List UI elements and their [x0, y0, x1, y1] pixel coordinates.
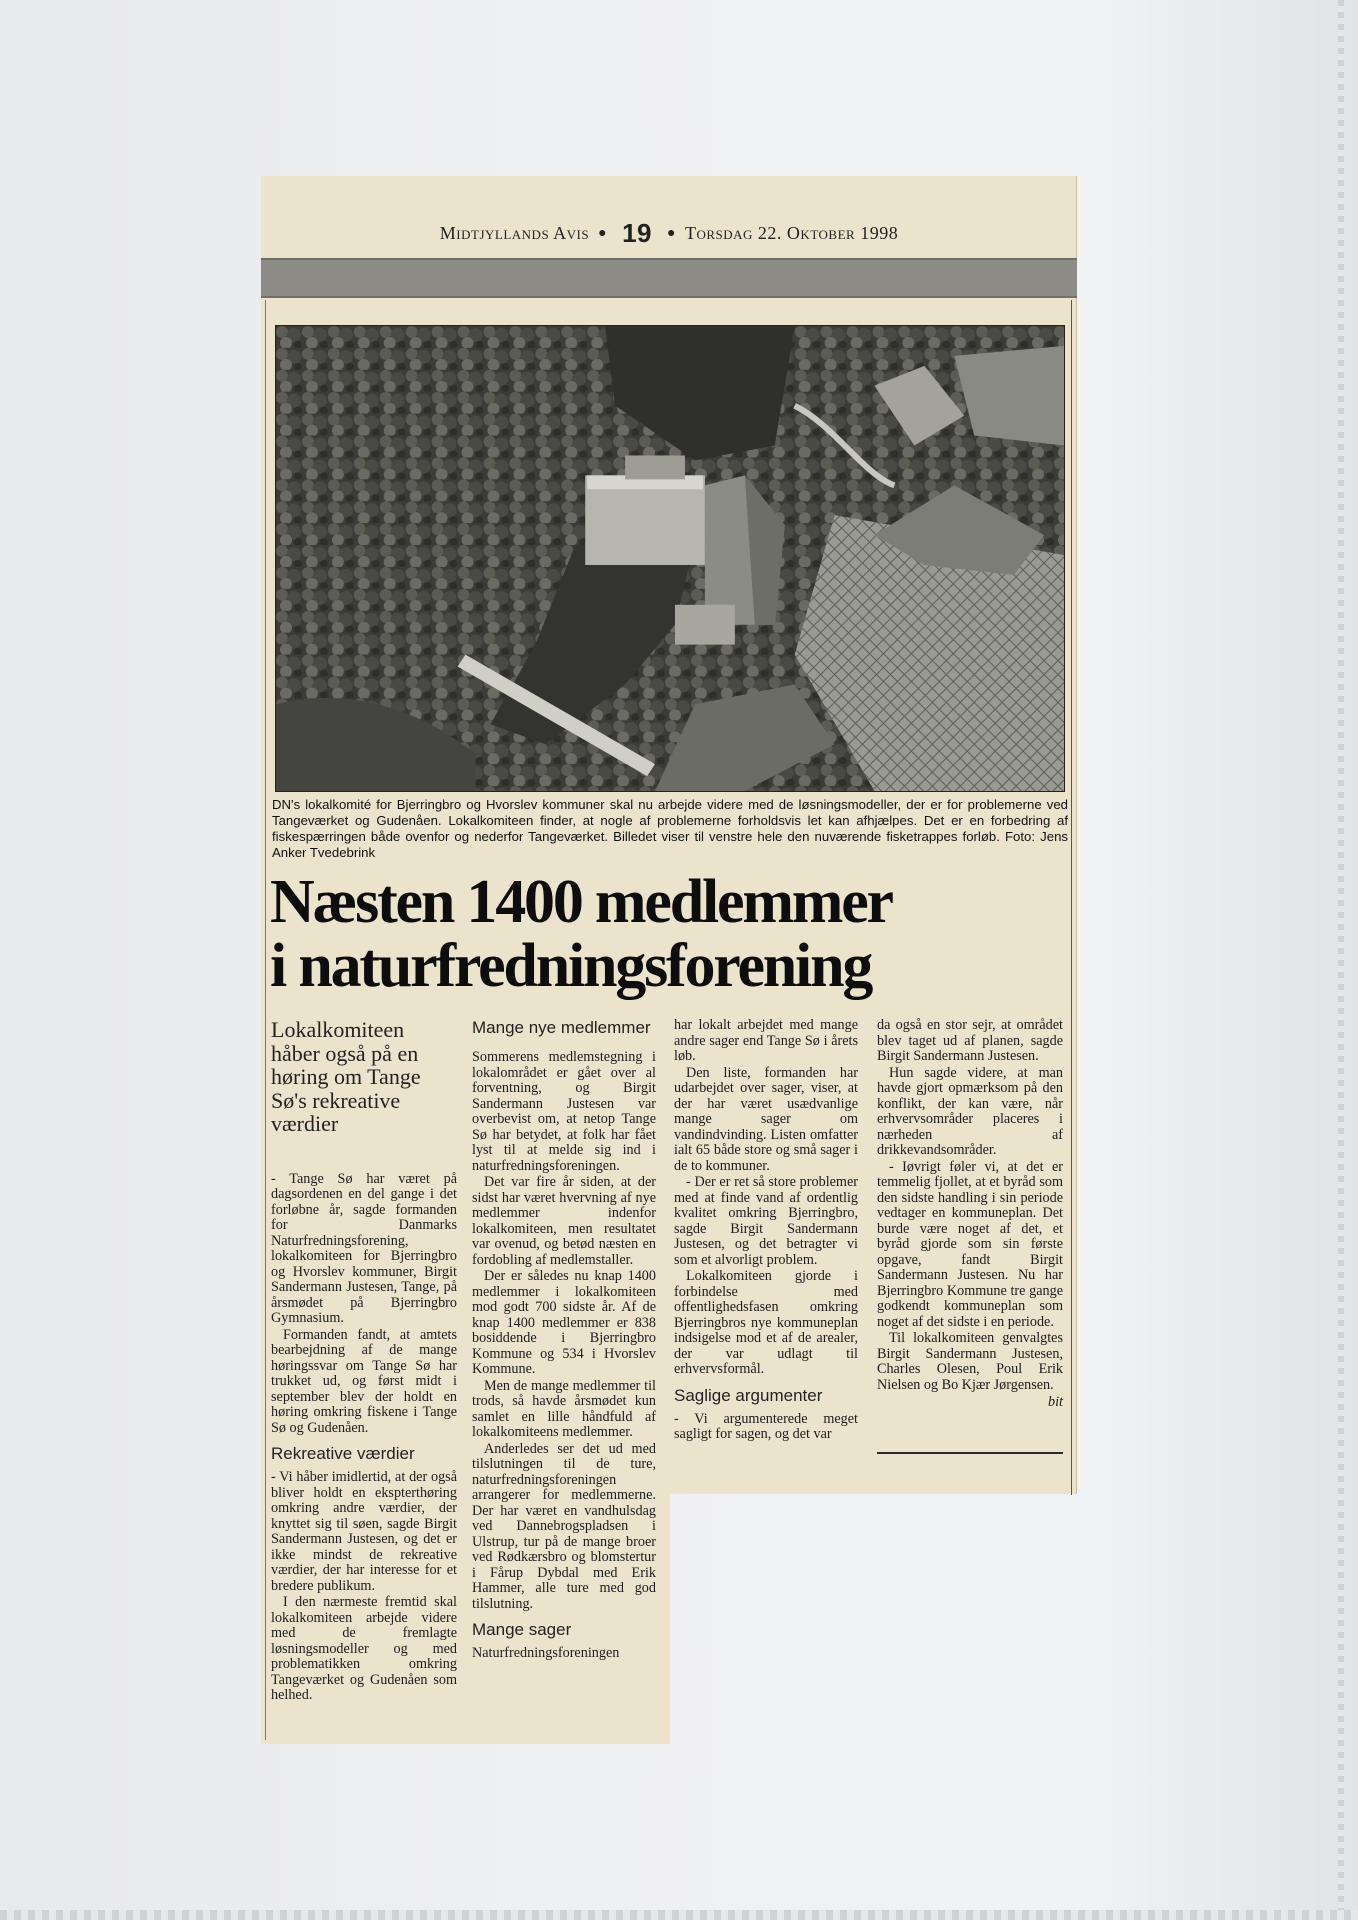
article-column-4 — [877, 1018, 1063, 1412]
paragraph: - Vi håber imidlertid, at der også bliver holdt en ekspterthøring omkring andre værdier, der knyttet sig til søen, sagde Birgit Sandermann Justesen, og det er ikke mindst de rekreative værdier, der har interesse for et bredere publikum. — [271, 1469, 457, 1594]
paragraph: da også en stor sejr, at området blev taget ud af planen, sagde Birgit Sandermann Justesen. — [877, 1017, 1063, 1064]
article-column-1 — [271, 1018, 457, 1705]
paragraph: Anderledes ser det ud med tilslutningen til de ture, naturfredningsforeningen arrangerer for medlemmerne. Der har været en vandhulsdag ved Dannebrogspladsen i Ulstrup, tur på de mange broer ved Rødkærsbro og blomstertur i Fårup Dybdal med Erik Hammer, alle ture med god tilslutning. — [472, 1440, 656, 1612]
aerial-photo — [275, 325, 1065, 792]
paragraph: - Iøvrigt føler vi, at det er temmelig fjollet, at et byråd som den sidste handling i sin periode vedtager en kommuneplan. Det burde være noget af det, et byråd gjorde som sin første opgave, fandt Birgit Sandermann Justesen. Nu har Bjerringbro Kommune tre gange godkendt kommuneplan som noget af det sidste i en periode. — [877, 1158, 1063, 1330]
masthead-date: Torsdag 22. Oktober 1998 — [684, 223, 899, 243]
article-column-3 — [674, 1018, 858, 1444]
subheading-mange-sager: Mange sager — [472, 1620, 572, 1639]
paragraph: Hun sagde videre, at man havde gjort opmærksom på den konflikt, der kan være, når erhvervsområder placeres i nærheden af drikkevandsområder. — [877, 1064, 1063, 1158]
article-column-2 — [472, 1018, 656, 1663]
masthead-page-number: 19 — [622, 218, 653, 248]
paragraph: - Tange Sø har været på dagsordenen en del gange i det forløbne år, sagde formanden for Danmarks Naturfredningsforening, lokalkomiteen for Bjerringbro og Hvorslev kommuner, Birgit Sandermann Justesen, Tange, på årsmødet på Bjerringbro Gymnasium. — [271, 1170, 457, 1326]
paragraph: Lokalkomiteen gjorde i forbindelse med offentlighedsfasen omkring Bjerringbros nye kommuneplan indsigelse mod et af de arealer, der var udlagt til erhvervsformål. — [674, 1268, 858, 1377]
sleeve-perforation-bottom — [0, 1910, 1358, 1920]
paragraph: Naturfredningsforeningen — [472, 1645, 620, 1661]
column-rule-left — [265, 300, 266, 1740]
headline-line-1: Næsten 1400 medlemmer — [270, 868, 892, 936]
bullet-icon: ● — [667, 226, 676, 241]
paragraph: Der er således nu knap 1400 medlemmer i lokalkomiteen mod godt 700 sidste år. Af de knap 1400 medlemmer er 838 bosiddende i Bjerringbro Kommune og 534 i Hvorslev Kommune. — [472, 1268, 656, 1377]
headline-line-2: i naturfredningsforening — [270, 932, 872, 1000]
column-rule-right — [1071, 300, 1072, 1495]
article-kicker: Lokalkomiteen håber også på en høring om Tange Sø's rekreative værdier — [271, 1017, 421, 1136]
paragraph: Men de mange medlemmer til trods, så havde årsmødet kun samlet en lille håndfuld af lokalkomiteens medlemmer. — [472, 1377, 656, 1440]
bullet-icon: ● — [598, 226, 608, 241]
aerial-photo-image — [276, 326, 1064, 791]
paragraph: Sommerens medlemstegning i lokalområdet er gået over al forventning, og Birgit Sandermann Justesen var overbevist om, at netop Tange Sø har betydet, at folk har fået lyst til at melde sig ind i naturfredningsforeningen. — [472, 1049, 656, 1174]
paragraph: I den nærmeste fremtid skal lokalkomiteen arbejde videre med de fremlagte løsningsmodeller og med problematikken omkring Tangeværket og Gudenåen som helhed. — [271, 1594, 457, 1703]
masthead — [261, 218, 1077, 249]
paragraph: har lokalt arbejdet med mange andre sager end Tange Sø i årets løb. — [674, 1017, 858, 1064]
paragraph: Formanden fandt, at amtets bearbejdning af de mange høringssvar om Tange Sø har trukket ud, og først midt i september blev der holdt en høring omkring fiskene i Tange Sø og Gudenåen. — [271, 1326, 457, 1436]
paragraph: Den liste, formanden har udarbejdet over sager, viser, at der har været usædvanlige mange sager om vandindvinding. Listen omfatter ialt 65 både store og små sager i de to kommuner. — [674, 1064, 858, 1174]
sleeve-perforation-right — [1338, 0, 1344, 1920]
header-band — [261, 258, 1077, 298]
paragraph: - Der er ret så store problemer med at finde vand af ordentlig kvalitet omkring Bjerringbro, sagde Birgit Sandermann Justesen, og det betragter vi som et alvorligt problem. — [674, 1174, 858, 1268]
photo-caption: DN's lokalkomité for Bjerringbro og Hvorslev kommuner skal nu arbejde videre med de løsningsmodeller, der er for problemerne ved Tangeværket og Gudenåen. Lokalkomiteen finder, at nogle af problemerne forholdsvis let kan afhjælpes. Det er en forbedring af fiskespærringen både ovenfor og nederfor Tangeværket. Billedet viser til venstre hele den nuværende fisketrappes forløb. Foto: Jens Anker Tvedebrink — [272, 797, 1068, 860]
masthead-paper-name: Midtjyllands Avis — [439, 223, 590, 243]
subheading-mange-nye-medlemmer: Mange nye medlemmer — [472, 1018, 651, 1037]
author-signature: bit — [1048, 1394, 1063, 1410]
paragraph: Det var fire år siden, at der sidst har været hvervning af nye medlemmer indenfor lokalkomiteen, men resultatet var ovenud, og betød næsten en fordobling af medlemstaller. — [472, 1174, 656, 1268]
headline — [270, 870, 1070, 998]
subheading-saglige-argumenter: Saglige argumenter — [674, 1385, 823, 1405]
paragraph: - Vi argumenterede meget sagligt for sagen, og det var — [674, 1410, 858, 1442]
article-end-rule — [877, 1452, 1063, 1454]
paragraph: Til lokalkomiteen genvalgtes Birgit Sandermann Justesen, Charles Olesen, Poul Erik Nielsen og Bo Kjær Jørgensen. — [877, 1330, 1063, 1393]
subheading-rekreative-vaerdier: Rekreative værdier — [271, 1444, 415, 1463]
